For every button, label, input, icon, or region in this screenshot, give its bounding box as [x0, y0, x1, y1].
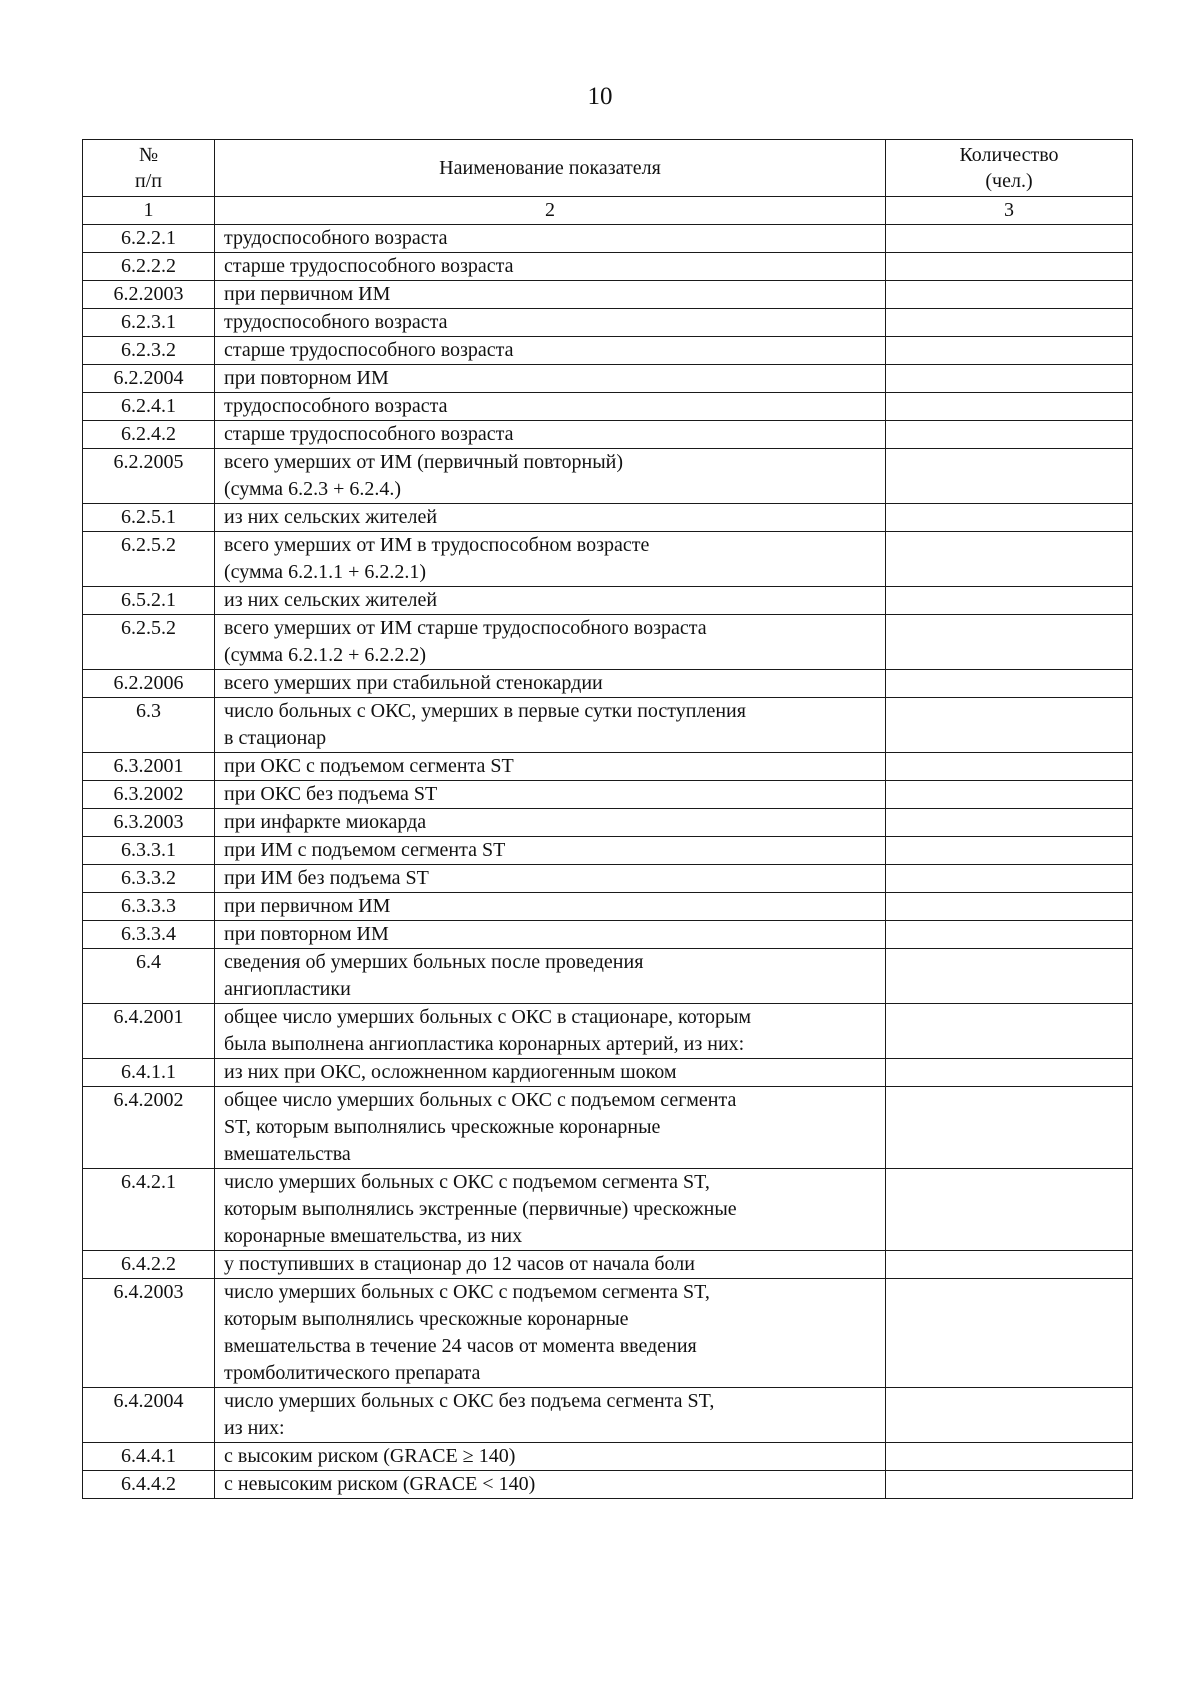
- row-indicator-name: при первичном ИМ: [215, 281, 886, 309]
- row-quantity: [886, 781, 1133, 809]
- row-quantity: [886, 225, 1133, 253]
- row-number: 6.3.2003: [83, 809, 215, 837]
- row-number: 6.2.2004: [83, 365, 215, 393]
- row-number: 6.2.3.1: [83, 309, 215, 337]
- row-quantity: [886, 1443, 1133, 1471]
- table-header-row: [83, 140, 1133, 197]
- table-row: [83, 393, 1133, 421]
- table-row: [83, 615, 1133, 670]
- table-row: [83, 587, 1133, 615]
- table-row: [83, 1279, 1133, 1388]
- row-quantity: [886, 504, 1133, 532]
- page-number: 10: [587, 83, 613, 110]
- row-indicator-name: число умерших больных с ОКС с подъемом сегмента ST, которым выполнялись чрескожные коронарные вмешательства в течение 24 часов от момента введения тромболитического препарата: [215, 1279, 886, 1388]
- row-quantity: [886, 309, 1133, 337]
- table-row: [83, 532, 1133, 587]
- row-number: 6.3.3.2: [83, 865, 215, 893]
- table-row: [83, 1004, 1133, 1059]
- column-numbers-row: [83, 197, 1133, 225]
- row-quantity: [886, 893, 1133, 921]
- row-quantity: [886, 1388, 1133, 1443]
- row-quantity: [886, 1087, 1133, 1169]
- table-row: [83, 1059, 1133, 1087]
- row-quantity: [886, 587, 1133, 615]
- row-indicator-name: трудоспособного возраста: [215, 393, 886, 421]
- row-indicator-name: у поступивших в стационар до 12 часов от начала боли: [215, 1251, 886, 1279]
- row-quantity: [886, 1004, 1133, 1059]
- table-row: [83, 309, 1133, 337]
- table-row: [83, 1388, 1133, 1443]
- row-indicator-name: при повторном ИМ: [215, 921, 886, 949]
- row-quantity: [886, 253, 1133, 281]
- row-indicator-name: всего умерших от ИМ (первичный повторный) (сумма 6.2.3 + 6.2.4.): [215, 449, 886, 504]
- row-quantity: [886, 753, 1133, 781]
- report-table: [82, 139, 1133, 1499]
- row-indicator-name: при ОКС с подъемом сегмента ST: [215, 753, 886, 781]
- table-row: [83, 1443, 1133, 1471]
- row-quantity: [886, 865, 1133, 893]
- row-indicator-name: при ИМ с подъемом сегмента ST: [215, 837, 886, 865]
- row-indicator-name: при инфаркте миокарда: [215, 809, 886, 837]
- row-number: 6.4.2004: [83, 1388, 215, 1443]
- row-number: 6.4.2.1: [83, 1169, 215, 1251]
- column-number-2: 2: [215, 197, 886, 225]
- row-indicator-name: общее число умерших больных с ОКС в стационаре, которым была выполнена ангиопластика коронарных артерий, из них:: [215, 1004, 886, 1059]
- row-number: 6.4.1.1: [83, 1059, 215, 1087]
- row-quantity: [886, 449, 1133, 504]
- row-quantity: [886, 921, 1133, 949]
- table-row: [83, 449, 1133, 504]
- table-row: [83, 921, 1133, 949]
- table-row: [83, 837, 1133, 865]
- row-indicator-name: при ОКС без подъема ST: [215, 781, 886, 809]
- row-number: 6.2.5.1: [83, 504, 215, 532]
- row-number: 6.3.2002: [83, 781, 215, 809]
- table-row: [83, 337, 1133, 365]
- row-number: 6.3: [83, 698, 215, 753]
- row-indicator-name: общее число умерших больных с ОКС с подъемом сегмента ST, которым выполнялись чрескожные коронарные вмешательства: [215, 1087, 886, 1169]
- row-indicator-name: старше трудоспособного возраста: [215, 337, 886, 365]
- row-quantity: [886, 421, 1133, 449]
- table-row: [83, 893, 1133, 921]
- row-number: 6.4.2002: [83, 1087, 215, 1169]
- table-row: [83, 504, 1133, 532]
- row-number: 6.4.2003: [83, 1279, 215, 1388]
- column-number-1: 1: [83, 197, 215, 225]
- row-indicator-name: из них сельских жителей: [215, 587, 886, 615]
- row-quantity: [886, 809, 1133, 837]
- row-number: 6.2.3.2: [83, 337, 215, 365]
- table-row: [83, 253, 1133, 281]
- row-indicator-name: всего умерших от ИМ в трудоспособном возрасте (сумма 6.2.1.1 + 6.2.2.1): [215, 532, 886, 587]
- row-quantity: [886, 365, 1133, 393]
- header-qty-cell: [886, 140, 1133, 197]
- row-number: 6.4.4.2: [83, 1471, 215, 1499]
- row-quantity: [886, 615, 1133, 670]
- row-number: 6.3.3.3: [83, 893, 215, 921]
- row-quantity: [886, 1279, 1133, 1388]
- row-number: 6.4.2001: [83, 1004, 215, 1059]
- header-name-label: Наименование показателя: [439, 157, 661, 179]
- row-number: 6.2.2006: [83, 670, 215, 698]
- row-indicator-name: старше трудоспособного возраста: [215, 253, 886, 281]
- table-row: [83, 225, 1133, 253]
- row-indicator-name: сведения об умерших больных после проведения ангиопластики: [215, 949, 886, 1004]
- table-row: [83, 365, 1133, 393]
- row-number: 6.3.3.4: [83, 921, 215, 949]
- row-indicator-name: число больных с ОКС, умерших в первые сутки поступления в стационар: [215, 698, 886, 753]
- row-indicator-name: с высоким риском (GRACE ≥ 140): [215, 1443, 886, 1471]
- row-number: 6.2.2.2: [83, 253, 215, 281]
- header-num-cell: [83, 140, 215, 197]
- row-indicator-name: с невысоким риском (GRACE < 140): [215, 1471, 886, 1499]
- table-row: [83, 865, 1133, 893]
- header-num-label-line2: п/п: [135, 170, 162, 192]
- table-row: [83, 949, 1133, 1004]
- row-indicator-name: трудоспособного возраста: [215, 225, 886, 253]
- row-number: 6.2.5.2: [83, 615, 215, 670]
- row-number: 6.3.2001: [83, 753, 215, 781]
- table-row: [83, 281, 1133, 309]
- row-number: 6.4.4.1: [83, 1443, 215, 1471]
- row-indicator-name: трудоспособного возраста: [215, 309, 886, 337]
- row-number: 6.3.3.1: [83, 837, 215, 865]
- row-number: 6.2.2.1: [83, 225, 215, 253]
- row-quantity: [886, 1251, 1133, 1279]
- row-quantity: [886, 1471, 1133, 1499]
- row-indicator-name: из них при ОКС, осложненном кардиогенным шоком: [215, 1059, 886, 1087]
- table-row: [83, 421, 1133, 449]
- row-quantity: [886, 532, 1133, 587]
- row-indicator-name: число умерших больных с ОКС с подъемом сегмента ST, которым выполнялись экстренные (первичные) чрескожные коронарные вмешательства, из них: [215, 1169, 886, 1251]
- column-number-3: 3: [886, 197, 1133, 225]
- header-name-cell: [215, 140, 886, 197]
- row-indicator-name: из них сельских жителей: [215, 504, 886, 532]
- row-indicator-name: при ИМ без подъема ST: [215, 865, 886, 893]
- table-row: [83, 1251, 1133, 1279]
- row-quantity: [886, 837, 1133, 865]
- row-indicator-name: всего умерших от ИМ старше трудоспособного возраста (сумма 6.2.1.2 + 6.2.2.2): [215, 615, 886, 670]
- row-indicator-name: старше трудоспособного возраста: [215, 421, 886, 449]
- table-row: [83, 670, 1133, 698]
- row-quantity: [886, 670, 1133, 698]
- row-indicator-name: всего умерших при стабильной стенокардии: [215, 670, 886, 698]
- header-qty-label-line1: Количество: [959, 144, 1059, 166]
- table-row: [83, 809, 1133, 837]
- row-quantity: [886, 337, 1133, 365]
- table-row: [83, 1471, 1133, 1499]
- row-number: 6.2.5.2: [83, 532, 215, 587]
- row-indicator-name: число умерших больных с ОКС без подъема сегмента ST, из них:: [215, 1388, 886, 1443]
- header-qty-label-line2: (чел.): [985, 170, 1033, 192]
- row-number: 6.4.2.2: [83, 1251, 215, 1279]
- row-quantity: [886, 393, 1133, 421]
- table-row: [83, 1169, 1133, 1251]
- table-row: [83, 698, 1133, 753]
- row-number: 6.2.4.1: [83, 393, 215, 421]
- row-number: 6.4: [83, 949, 215, 1004]
- header-num-label-line1: №: [138, 144, 159, 166]
- table-body: [83, 225, 1133, 1499]
- row-quantity: [886, 698, 1133, 753]
- row-quantity: [886, 949, 1133, 1004]
- row-number: 6.2.2005: [83, 449, 215, 504]
- row-number: 6.5.2.1: [83, 587, 215, 615]
- table-row: [83, 781, 1133, 809]
- row-number: 6.2.4.2: [83, 421, 215, 449]
- table-row: [83, 1087, 1133, 1169]
- row-quantity: [886, 281, 1133, 309]
- row-indicator-name: при первичном ИМ: [215, 893, 886, 921]
- row-number: 6.2.2003: [83, 281, 215, 309]
- row-quantity: [886, 1169, 1133, 1251]
- table-row: [83, 753, 1133, 781]
- row-quantity: [886, 1059, 1133, 1087]
- row-indicator-name: при повторном ИМ: [215, 365, 886, 393]
